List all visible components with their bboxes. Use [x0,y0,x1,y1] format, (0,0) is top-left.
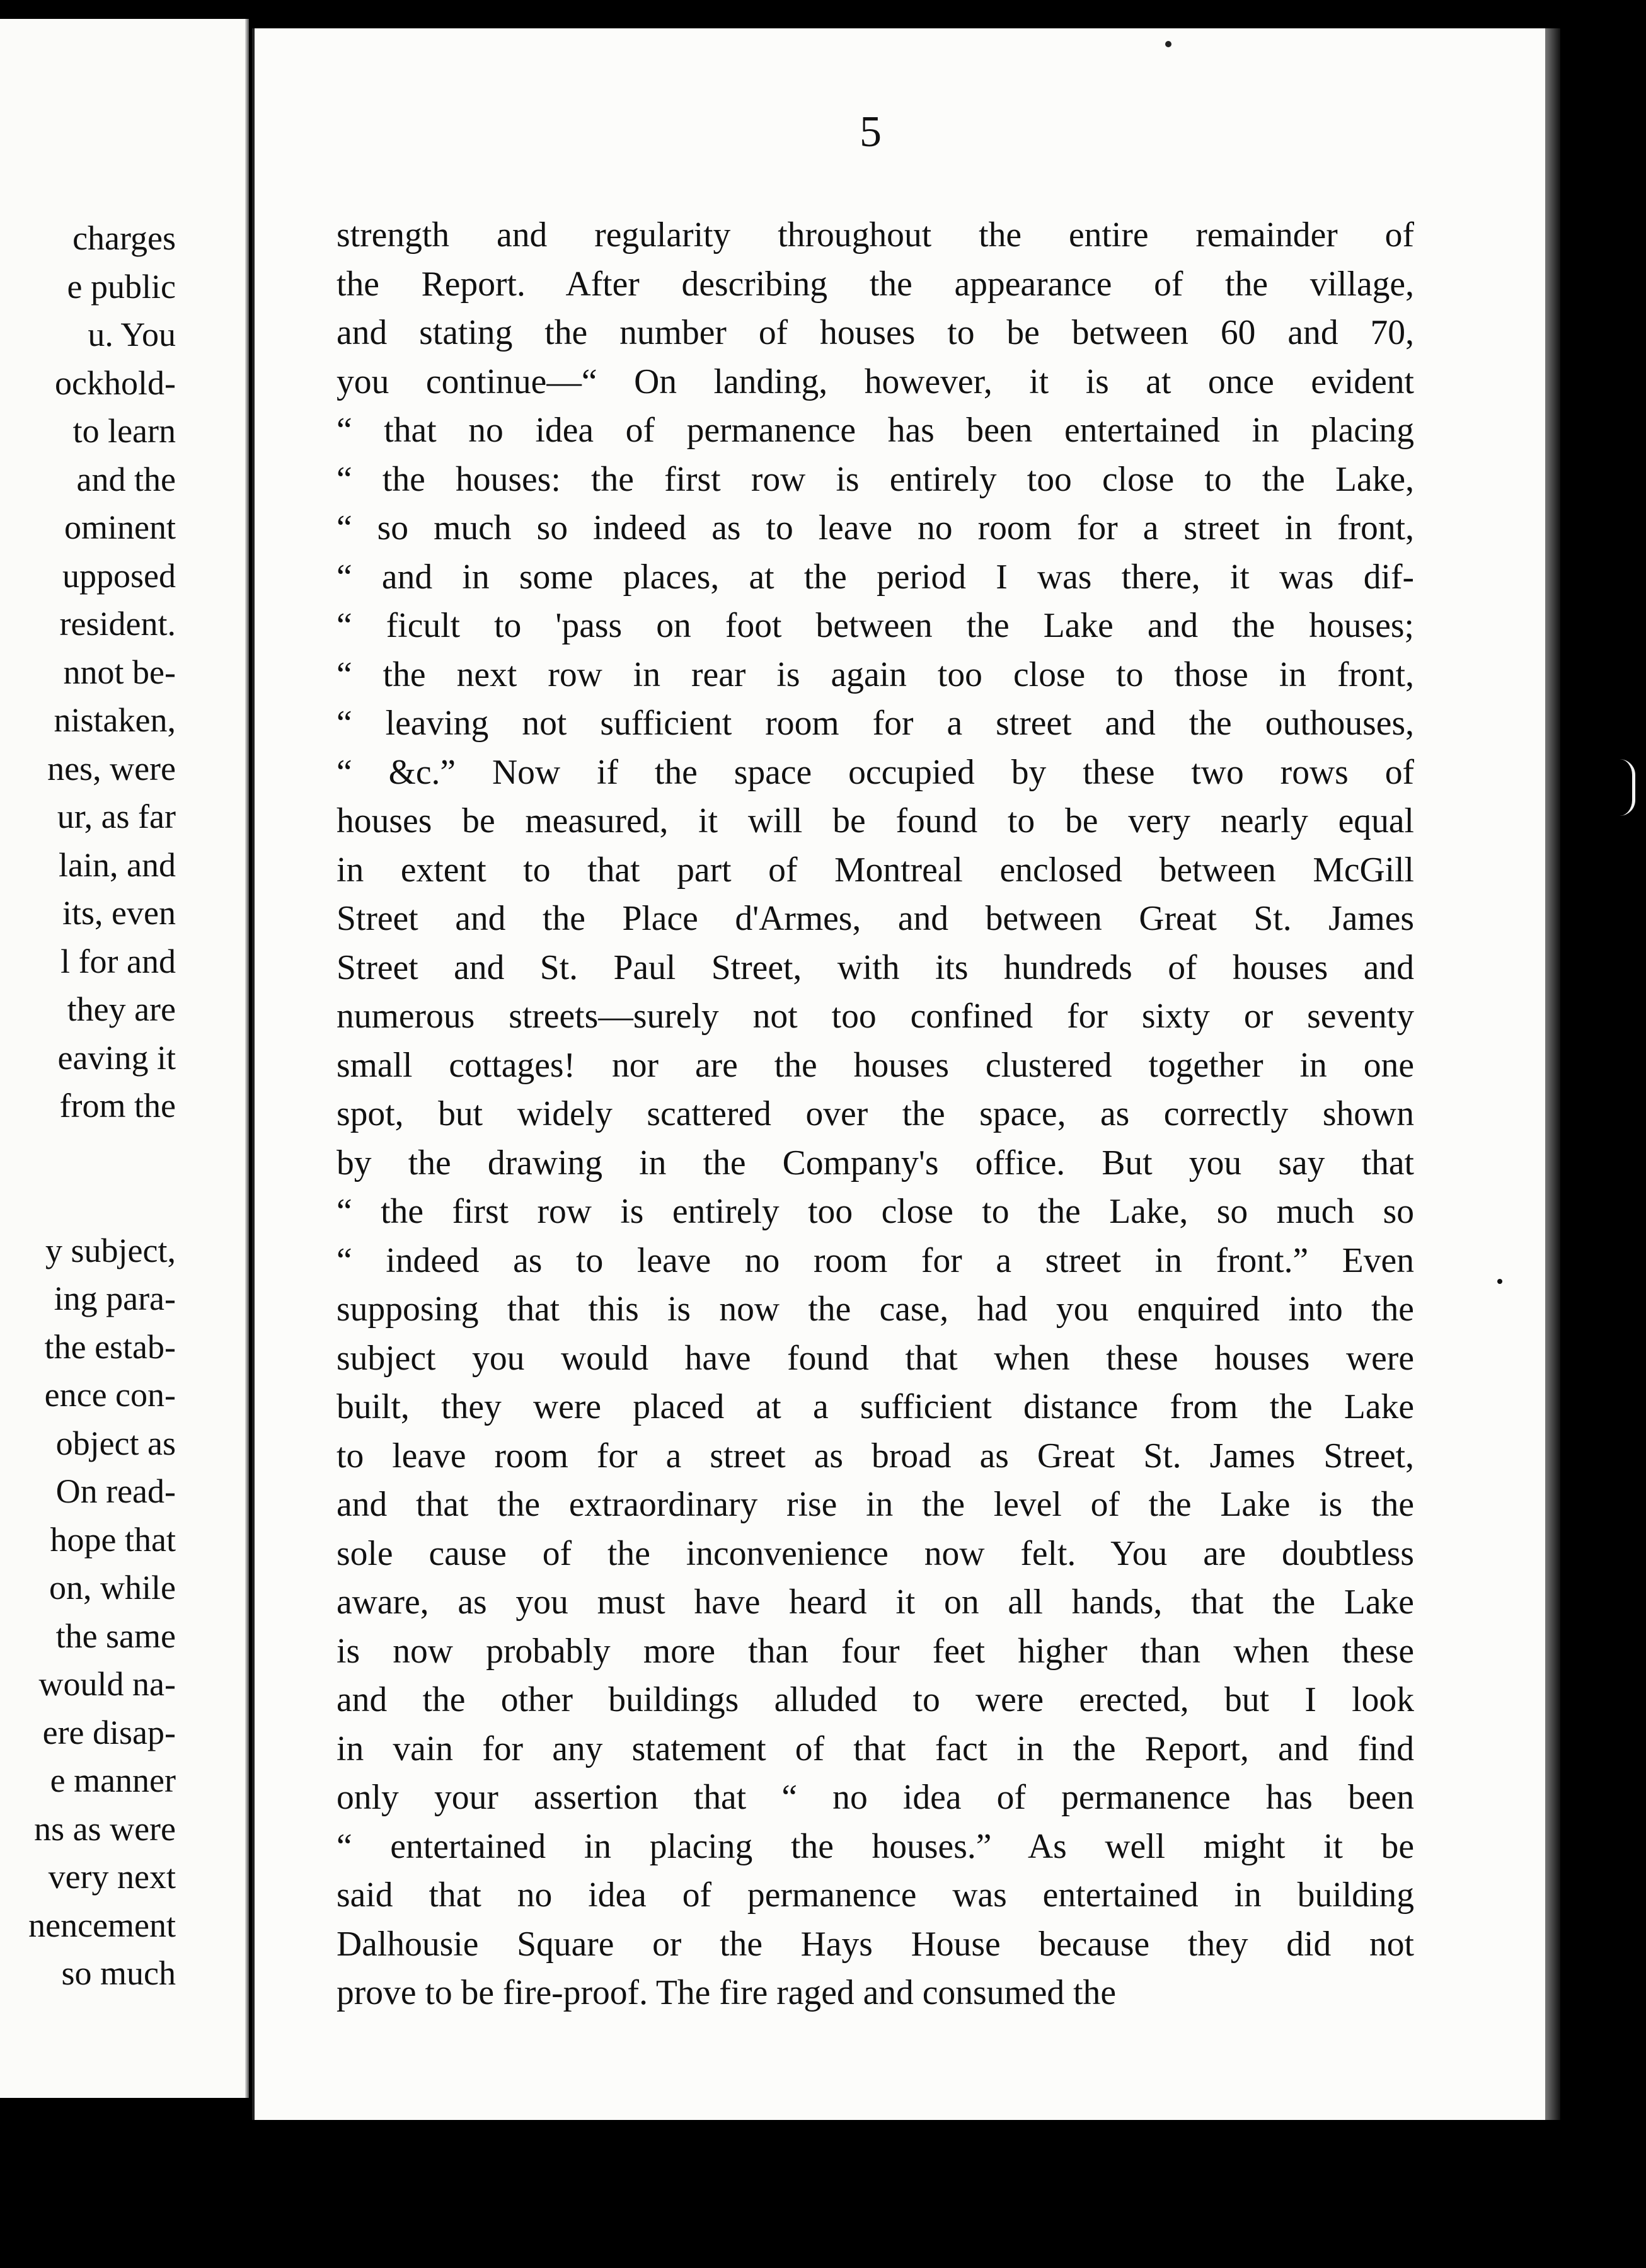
body-line: to leave room for a street as broad as Great St. James Street, [337,1436,1414,1475]
left-page-line: lain, and [59,845,176,884]
left-page-line: ence con- [44,1376,176,1414]
body-line: Street and the Place d'Armes, and between Great St. James [337,899,1414,938]
left-page-line: eaving it [57,1038,176,1077]
body-line: numerous streets—surely not too confined for sixty or seventy [337,997,1414,1036]
left-page-line: they are [67,990,176,1028]
left-page-line: ing para- [54,1280,176,1317]
body-line: “ leaving not sufficient room for a street and the outhouses, [337,704,1414,743]
left-page-line: upposed [62,556,176,595]
margin-bracket-mark [1620,759,1635,816]
left-page-line: would na- [38,1665,176,1703]
left-page-line: ns as were [34,1809,176,1848]
left-page-line: nes, were [47,749,176,788]
body-line: spot, but widely scattered over the space, as correctly shown [337,1094,1414,1133]
body-line: “ the houses: the first row is entirely too close to the Lake, [337,459,1414,499]
left-page-line [0,1130,176,1179]
body-line: sole cause of the inconvenience now felt. You are doubtless [337,1533,1414,1573]
body-line: aware, as you must have heard it on all hands, that the Lake [337,1583,1414,1622]
left-page-line: hope that [50,1520,176,1559]
left-page-line: on, while [49,1569,176,1606]
body-line: Dalhousie Square or the Hays House because they did not [337,1924,1414,1964]
left-page [0,19,249,2098]
body-line: “ ficult to 'pass on foot between the Lake and the houses; [337,606,1414,645]
page-edge-shadow [1545,28,1560,2120]
left-page-line: the same [55,1617,176,1655]
left-page-line: its, even [62,894,176,932]
body-line: in extent to that part of Montreal enclosed between McGill [337,850,1414,890]
left-page-line: ominent [64,508,176,546]
left-page-line: e manner [50,1761,176,1799]
body-line: supposing that this is now the case, had you enquired into the [337,1290,1414,1329]
left-page-line [0,1178,176,1227]
left-page-text [0,214,176,1998]
body-line: and stating the number of houses to be between 60 and 70, [337,313,1414,352]
left-page-line: to learn [72,412,176,450]
body-line: “ indeed as to leave no room for a street in front.” Even [337,1240,1414,1280]
left-page-line: so much [61,1954,176,1992]
left-page-line: object as [55,1424,176,1462]
body-line: prove to be fire-proof. The fire raged and consumed the [337,1973,1116,2012]
body-line: “ that no idea of permanence has been entertained in placing [337,411,1414,450]
body-line: “ &c.” Now if the space occupied by these two rows of [337,752,1414,792]
body-line: you continue—“ On landing, however, it is at once evident [337,362,1414,401]
body-line: “ so much so indeed as to leave no room for a street in front, [337,508,1414,547]
body-line: houses be measured, it will be found to be very nearly equal [337,801,1414,840]
dust-speck [1497,1279,1502,1284]
left-page-line: e public [67,267,176,306]
body-line: subject you would have found that when these houses were [337,1338,1414,1378]
body-line: and the other buildings alluded to were erected, but I look [337,1680,1414,1719]
left-page-line: resident. [59,605,176,643]
left-page-line: from the [59,1087,176,1125]
body-line: “ entertained in placing the houses.” As well might it be [337,1826,1414,1866]
body-line: “ and in some places, at the period I was there, it was dif- [337,557,1414,597]
body-line: by the drawing in the Company's office. But you say that [337,1143,1414,1183]
page-number: 5 [860,108,882,156]
body-text [337,211,1414,2018]
body-line: built, they were placed at a sufficient distance from the Lake [337,1387,1414,1426]
left-page-line: charges [72,219,176,257]
body-line: “ the first row is entirely too close to the Lake, so much so [337,1192,1414,1231]
left-page-line: ockhold- [55,364,176,402]
body-line: strength and regularity throughout the entire remainder of [337,215,1414,255]
body-line: small cottages! nor are the houses clustered together in one [337,1045,1414,1085]
right-page [252,28,1546,2120]
body-line: only your assertion that “ no idea of permanence has been [337,1778,1414,1817]
left-page-line: very next [48,1858,176,1896]
left-page-line: u. You [88,316,176,353]
page-fold [245,19,249,2098]
left-page-line: the estab- [44,1327,176,1366]
body-line: is now probably more than four feet higher than when these [337,1631,1414,1671]
left-page-line: and the [76,460,176,498]
left-page-line: ur, as far [57,798,176,835]
body-line: “ the next row in rear is again too close to those in front, [337,655,1414,694]
dust-speck [1165,41,1171,47]
left-page-line: nistaken, [54,701,176,739]
left-page-line: nencement [28,1906,176,1944]
left-page-line: l for and [60,942,176,980]
left-page-line: ere disap- [42,1713,176,1751]
left-page-line: nnot be- [63,653,176,691]
body-line: the Report. After describing the appearance of the village, [337,264,1414,304]
body-line: Street and St. Paul Street, with its hundreds of houses and [337,948,1414,987]
left-page-line: On read- [55,1472,176,1510]
body-line: said that no idea of permanence was entertained in building [337,1876,1414,1915]
body-line: and that the extraordinary rise in the level of the Lake is the [337,1485,1414,1524]
body-line: in vain for any statement of that fact in the Report, and find [337,1729,1414,1768]
left-page-line: y subject, [45,1231,176,1269]
